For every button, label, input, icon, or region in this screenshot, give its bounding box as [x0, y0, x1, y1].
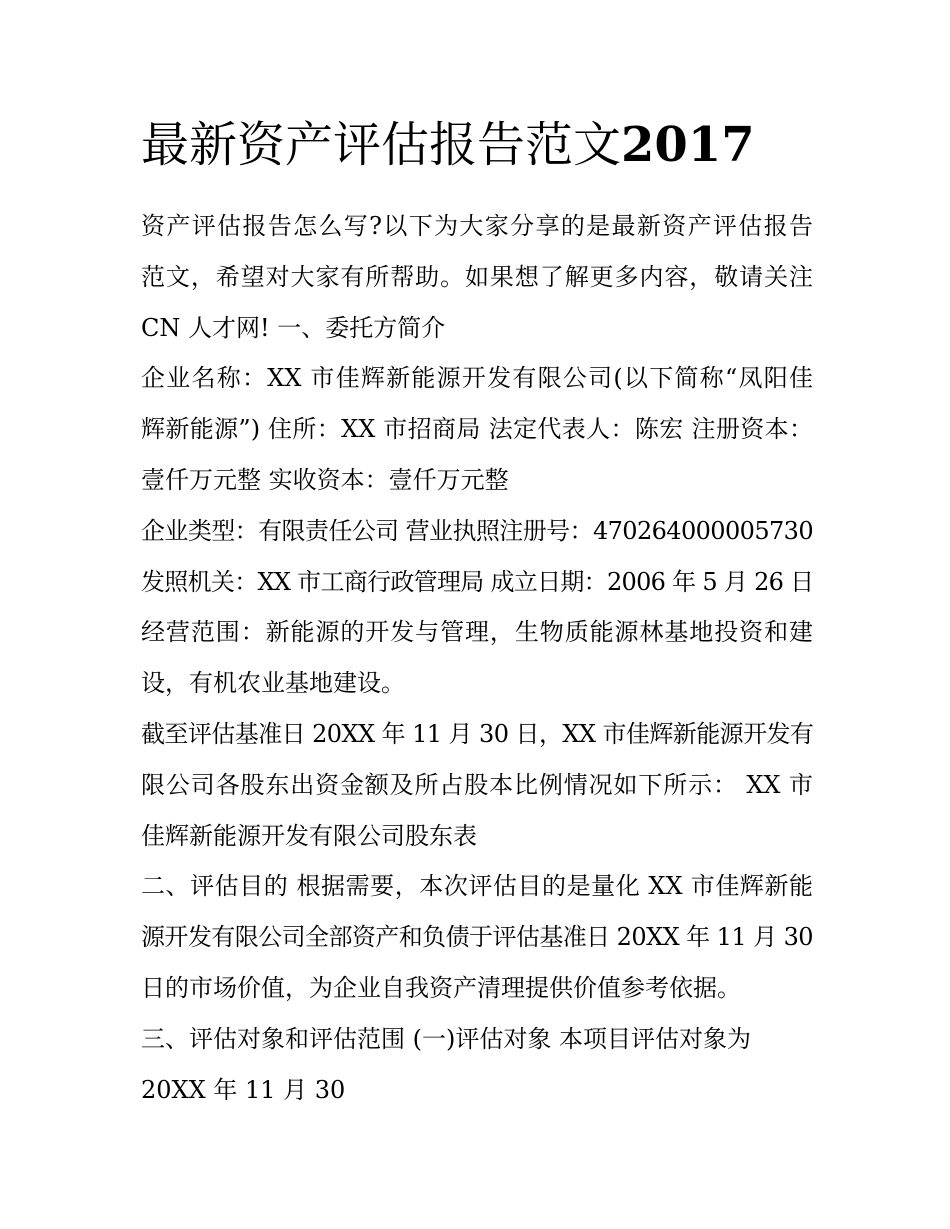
body-line: 壹仟万元整 实收资本：壹仟万元整 [141, 465, 509, 494]
body-line: 企业类型：有限责任公司 营业执照注册号：470264000005730 [141, 516, 813, 545]
body-line: 设，有机农业基地建设。 [141, 669, 405, 698]
document-title [141, 112, 755, 178]
body-line: 佳辉新能源开发有限公司股东表 [141, 821, 477, 850]
title-main: 最新资产评估报告范文 [141, 117, 622, 173]
body-line: 范文，希望对大家有所帮助。如果想了解更多内容，敬请关注 [141, 262, 813, 291]
body-line: 20XX 年 11 月 30 [141, 1075, 346, 1104]
body-line: 限公司各股东出资金额及所占股本比例情况如下所示： XX 市 [141, 770, 813, 799]
body-line: 资产评估报告怎么写?以下为大家分享的是最新资产评估报告 [141, 212, 813, 240]
body-line: 经营范围：新能源的开发与管理，生物质能源林基地投资和建 [141, 618, 813, 647]
body-line: 截至评估基准日 20XX 年 11 月 30 日，XX 市佳辉新能源开发有 [141, 719, 814, 748]
body-line: 三、评估对象和评估范围 (一)评估对象 本项目评估对象为 [141, 1024, 751, 1053]
title-year: 2017 [621, 117, 755, 173]
document-body [141, 201, 813, 1115]
body-line: 源开发有限公司全部资产和负债于评估基准日 20XX 年 11 月 30 [141, 923, 813, 952]
body-line: 日的市场价值，为企业自我资产清理提供价值参考依据。 [141, 973, 741, 1002]
body-line: 辉新能源”) 住所：XX 市招商局 法定代表人：陈宏 注册资本： [141, 415, 813, 444]
body-line: 二、评估目的 根据需要，本次评估目的是量化 XX 市佳辉新能 [141, 872, 813, 901]
body-line: 企业名称：XX 市佳辉新能源开发有限公司(以下简称“凤阳佳 [141, 364, 813, 393]
body-line: CN 人才网! 一、委托方简介 [141, 313, 446, 342]
body-line: 发照机关：XX 市工商行政管理局 成立日期：2006 年 5 月 26 日 [141, 567, 814, 596]
